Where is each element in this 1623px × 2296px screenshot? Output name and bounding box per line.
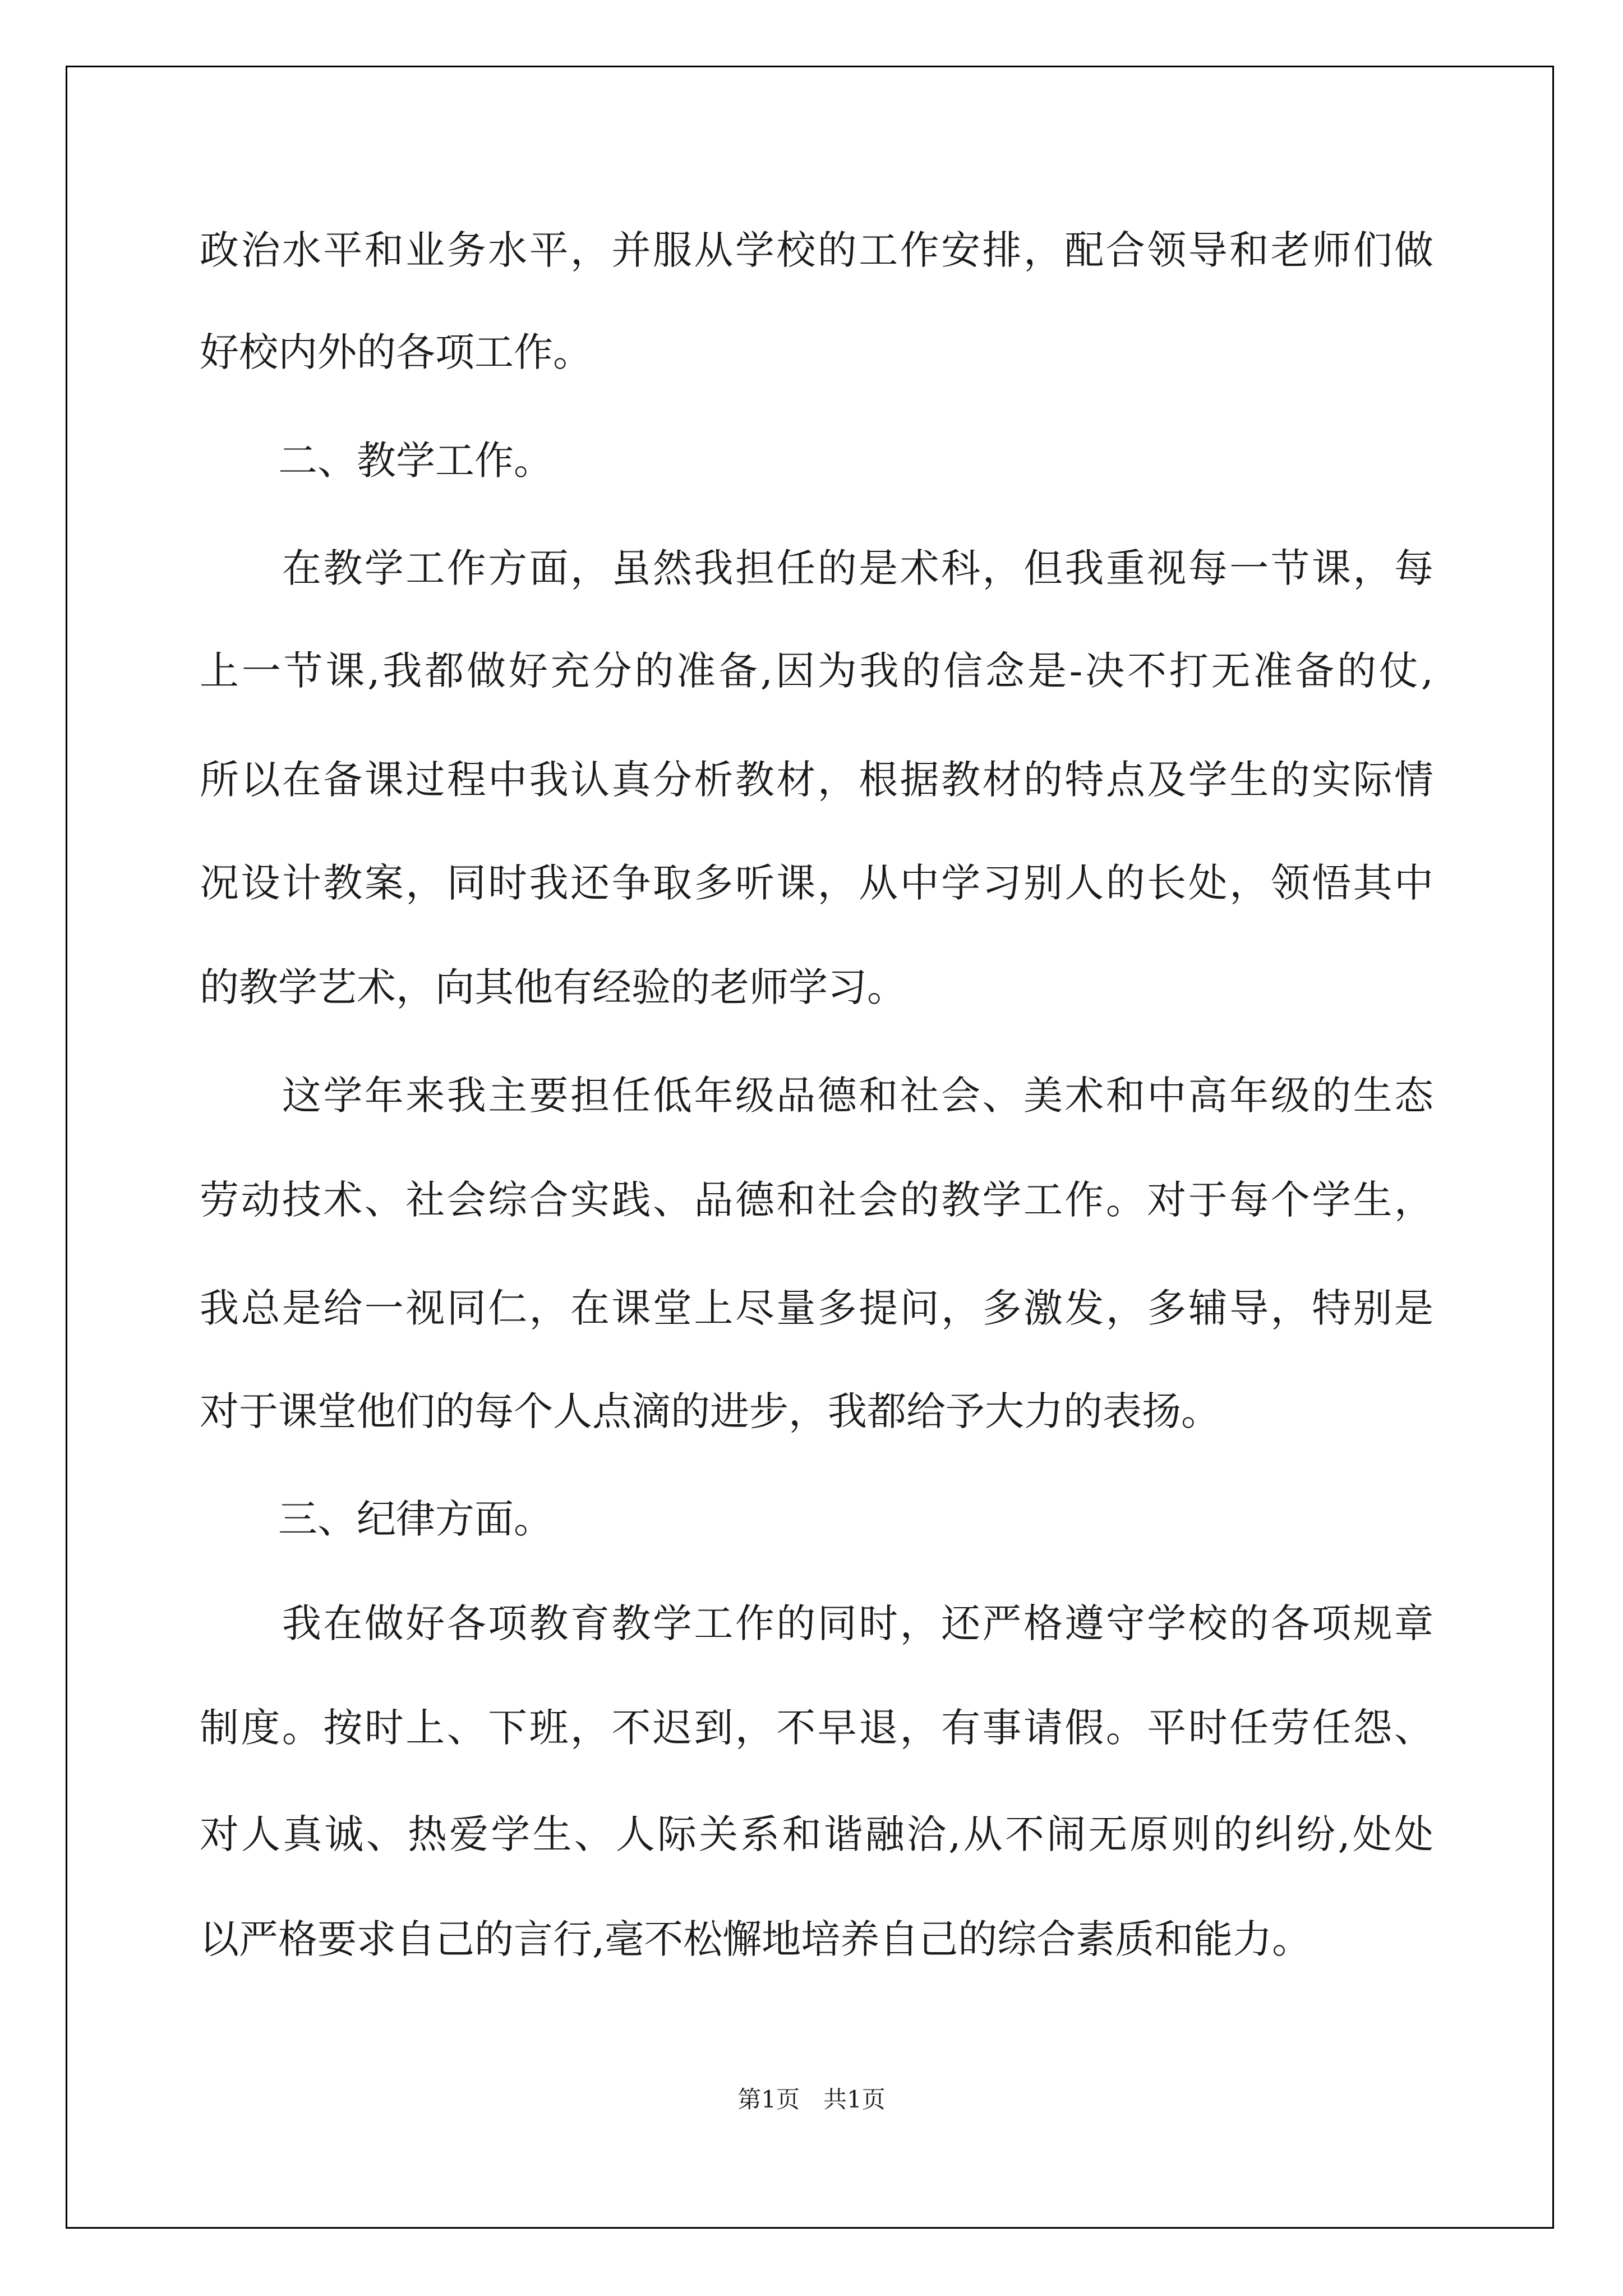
section-heading: 二、教学工作。 (200, 438, 553, 484)
text-line: 的教学艺术，向其他有经验的老师学习。 (200, 964, 906, 1010)
text-line: 上一节课,我都做好充分的准备,因为我的信念是-决不打无准备的仗, (200, 648, 1433, 694)
text-line: 所以在备课过程中我认真分析教材，根据教材的特点及学生的实际情 (200, 757, 1433, 803)
text-line: 对人真诚、热爱学生、人际关系和谐融洽,从不闹无原则的纠纷,处处 (200, 1811, 1434, 1857)
page-frame (66, 66, 1554, 2229)
text-line: 况设计教案，同时我还争取多听课，从中学习别人的长处，领悟其中 (200, 860, 1433, 906)
text-line: 劳动技术、社会综合实践、品德和社会的教学工作。对于每个学生， (200, 1177, 1433, 1223)
text-line: 这学年来我主要担任低年级品德和社会、美术和中高年级的生态 (200, 1073, 1433, 1119)
text-line: 我在做好各项教育教学工作的同时，还严格遵守学校的各项规章 (200, 1600, 1433, 1646)
text-line: 在教学工作方面，虽然我担任的是术科，但我重视每一节课，每 (200, 545, 1433, 591)
section-heading: 三、纪律方面。 (200, 1496, 553, 1542)
text-line: 制度。按时上、下班，不迟到，不早退，有事请假。平时任劳任怨、 (200, 1705, 1433, 1751)
page-number: 第1页 共1页 (737, 2086, 886, 2113)
text-line: 以严格要求自己的言行,毫不松懈地培养自己的综合素质和能力。 (200, 1916, 1312, 1962)
text-line: 政治水平和业务水平，并服从学校的工作安排，配合领导和老师们做 (200, 227, 1433, 273)
text-line: 对于课堂他们的每个人点滴的进步，我都给予大力的表扬。 (200, 1388, 1220, 1434)
text-line: 好校内外的各项工作。 (200, 329, 592, 375)
text-line: 我总是给一视同仁，在课堂上尽量多提问，多激发，多辅导，特别是 (200, 1285, 1433, 1331)
